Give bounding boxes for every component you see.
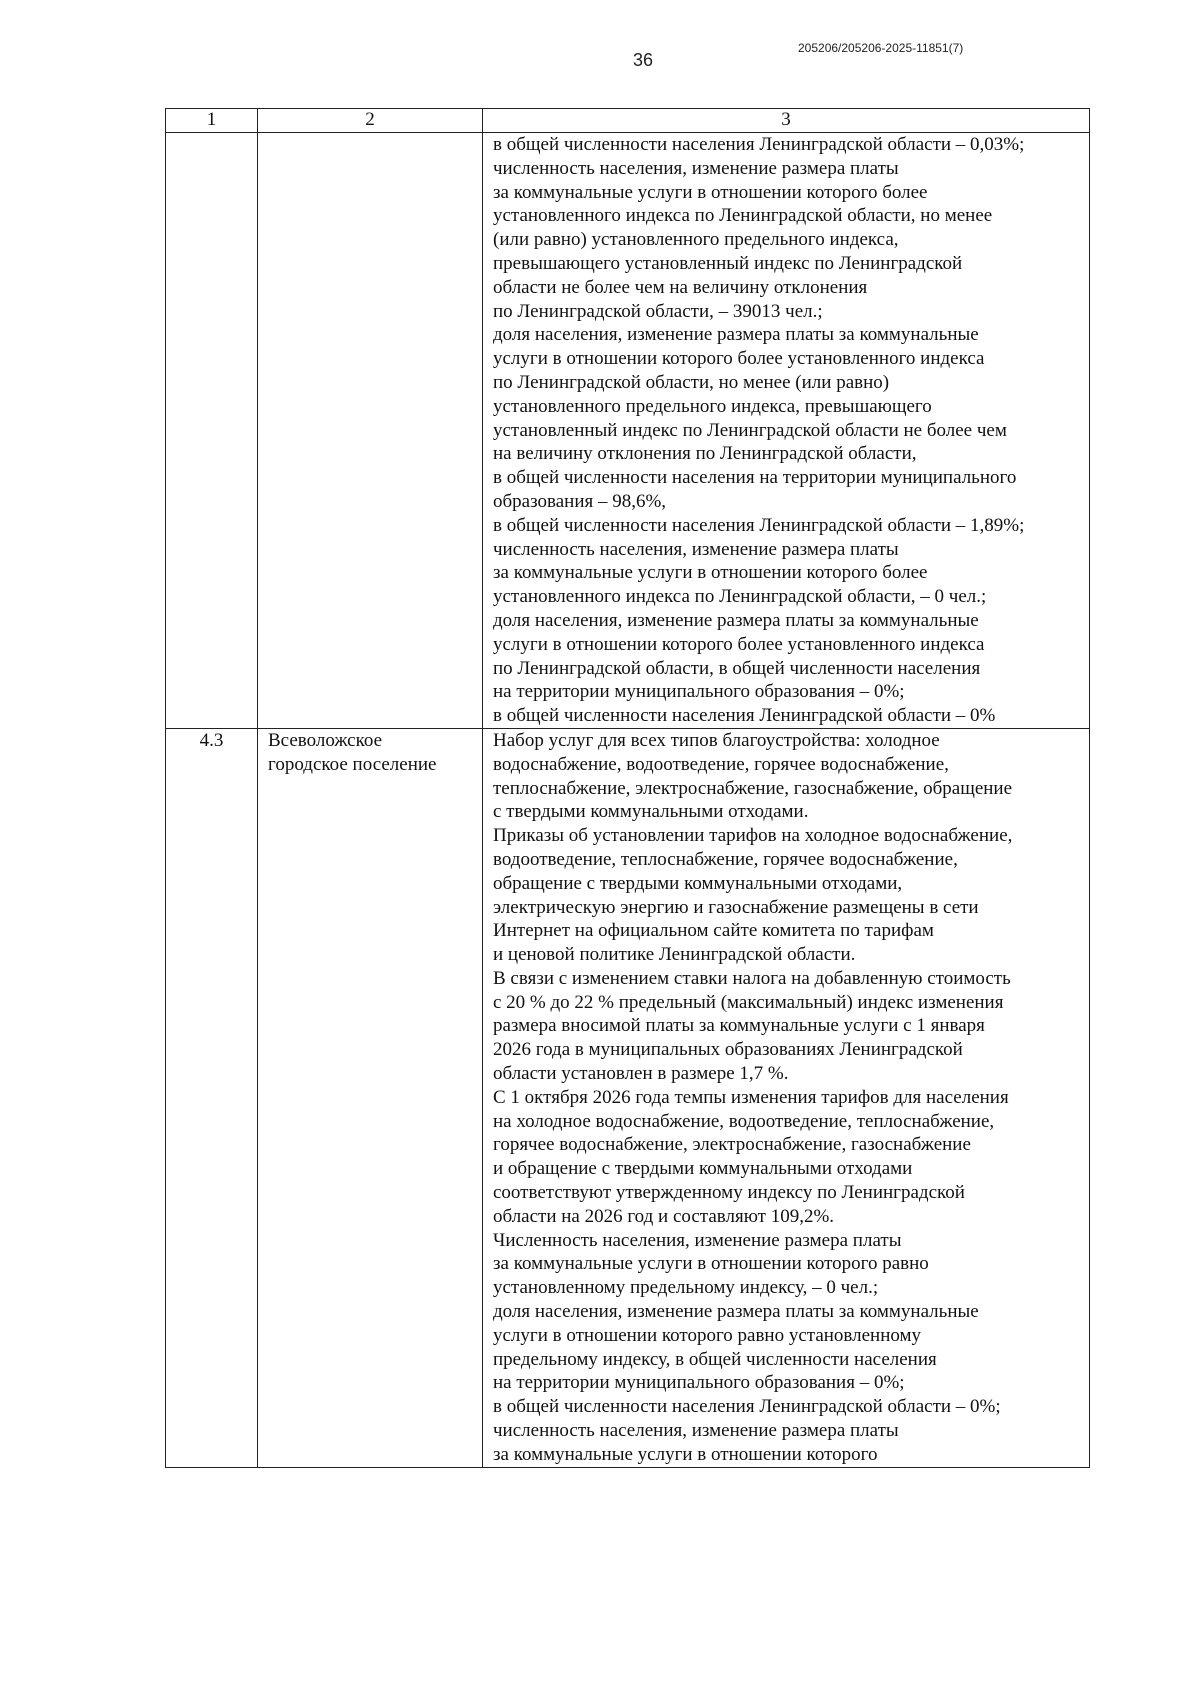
page-number: 36 [633, 50, 654, 70]
text-line: за коммунальные услуги в отношении которого равно [493, 1253, 929, 1275]
text-line: доля населения, изменение размера платы за коммунальные [493, 609, 979, 631]
text-line: в общей численности населения Ленинградской области – 0%; [493, 1396, 1001, 1418]
text-line: превышающего установленный индекс по Ленинградской [493, 252, 963, 274]
row-name-cell [258, 133, 483, 729]
text-line: услуги в отношении которого равно установленному [493, 1324, 922, 1346]
text-line: с твердыми коммунальными отходами. [493, 801, 809, 823]
text-line: установленного предельного индекса, превышающего [493, 395, 932, 417]
text-line: на холодное водоснабжение, водоотведение, теплоснабжение, [493, 1110, 995, 1132]
text-line: В связи с изменением ставки налога на добавленную стоимость [493, 967, 1011, 989]
text-line: на величину отклонения по Ленинградской области, [493, 443, 917, 465]
column-header-3: 3 [483, 109, 1090, 133]
text-line: и ценовой политике Ленинградской области. [493, 944, 856, 966]
row-name-line: городское поселение [268, 753, 437, 775]
text-line: установленному предельному индексу, – 0 чел.; [493, 1277, 879, 1299]
text-line: Интернет на официальном сайте комитета по тарифам [493, 920, 934, 942]
text-line: в общей численности населения Ленинградской области – 0% [493, 705, 996, 727]
text-line: по Ленинградской области, но менее (или равно) [493, 371, 890, 393]
text-line: доля населения, изменение размера платы за коммунальные [493, 1301, 979, 1323]
table-header-row [166, 109, 1090, 133]
text-line: обращение с твердыми коммунальными отходами, [493, 872, 903, 894]
text-line: области не более чем на величину отклонения [493, 276, 868, 298]
text-line: за коммунальные услуги в отношении которого более [493, 562, 928, 584]
text-line: с 20 % до 22 % предельный (максимальный) индекс изменения [493, 991, 1004, 1013]
text-line: установленный индекс по Ленинградской области не более чем [493, 419, 1007, 441]
text-line: численность населения, изменение размера платы [493, 157, 899, 179]
row-number-cell: 4.3 [166, 728, 258, 1467]
text-line: соответствуют утвержденному индексу по Ленинградской [493, 1182, 965, 1204]
text-line: области на 2026 год и составляют 109,2%. [493, 1205, 835, 1227]
text-line: по Ленинградской области, – 39013 чел.; [493, 300, 823, 322]
text-line: С 1 октября 2026 года темпы изменения тарифов для населения [493, 1086, 1009, 1108]
text-line: размера вносимой платы за коммунальные услуги с 1 января [493, 1015, 985, 1037]
column-header-2: 2 [258, 109, 483, 133]
table-row-continued [166, 133, 1090, 729]
row-name-cell [258, 728, 483, 1467]
document-id: 205206/205206-2025-11851(7) [798, 41, 964, 55]
text-line: горячее водоснабжение, электроснабжение, газоснабжение [493, 1134, 971, 1156]
text-line: в общей численности населения Ленинградской области – 1,89%; [493, 514, 1025, 536]
text-line: услуги в отношении которого более установленного индекса [493, 633, 985, 655]
text-line: численность населения, изменение размера платы [493, 1420, 899, 1442]
text-line: области установлен в размере 1,7 %. [493, 1063, 789, 1085]
text-line: электрическую энергию и газоснабжение размещены в сети [493, 896, 979, 918]
row-name-line: Всеволожское [268, 729, 383, 751]
text-line: 2026 года в муниципальных образованиях Ленинградской [493, 1039, 963, 1061]
text-line: доля населения, изменение размера платы за коммунальные [493, 324, 979, 346]
row-text-cell [483, 133, 1090, 729]
text-line: в общей численности населения Ленинградской области – 0,03%; [493, 134, 1025, 155]
text-line: Приказы об установлении тарифов на холодное водоснабжение, [493, 825, 1013, 847]
text-line: (или равно) установленного предельного индекса, [493, 229, 899, 251]
text-line: численность населения, изменение размера платы [493, 538, 899, 560]
table-row-4-3 [166, 728, 1090, 1467]
text-line: по Ленинградской области, в общей численности населения [493, 657, 981, 679]
text-line: теплоснабжение, электроснабжение, газоснабжение, обращение [493, 777, 1013, 799]
text-line: и обращение с твердыми коммунальными отходами [493, 1158, 913, 1180]
row-text-lines [493, 729, 1087, 1467]
text-line: водоснабжение, водоотведение, горячее водоснабжение, [493, 753, 949, 775]
row-text-lines [493, 133, 1087, 728]
text-line: за коммунальные услуги в отношении которого [493, 1443, 878, 1465]
text-line: в общей численности населения на территории муниципального [493, 467, 1017, 489]
text-line: на территории муниципального образования – 0%; [493, 1372, 905, 1394]
text-line: Численность населения, изменение размера платы [493, 1229, 902, 1251]
row-text-cell [483, 728, 1090, 1467]
text-line: за коммунальные услуги в отношении которого более [493, 181, 928, 203]
column-header-1: 1 [166, 109, 258, 133]
text-line: на территории муниципального образования – 0%; [493, 681, 905, 703]
text-line: услуги в отношении которого более установленного индекса [493, 348, 985, 370]
text-line: установленного индекса по Ленинградской области, но менее [493, 205, 993, 227]
text-line: установленного индекса по Ленинградской области, – 0 чел.; [493, 586, 987, 608]
row-number-cell [166, 133, 258, 729]
tariff-table [165, 108, 1090, 1468]
text-line: водоотведение, теплоснабжение, горячее водоснабжение, [493, 848, 958, 870]
text-line: Набор услуг для всех типов благоустройства: холодное [493, 729, 940, 751]
text-line: образования – 98,6%, [493, 490, 667, 512]
text-line: предельному индексу, в общей численности населения [493, 1348, 937, 1370]
